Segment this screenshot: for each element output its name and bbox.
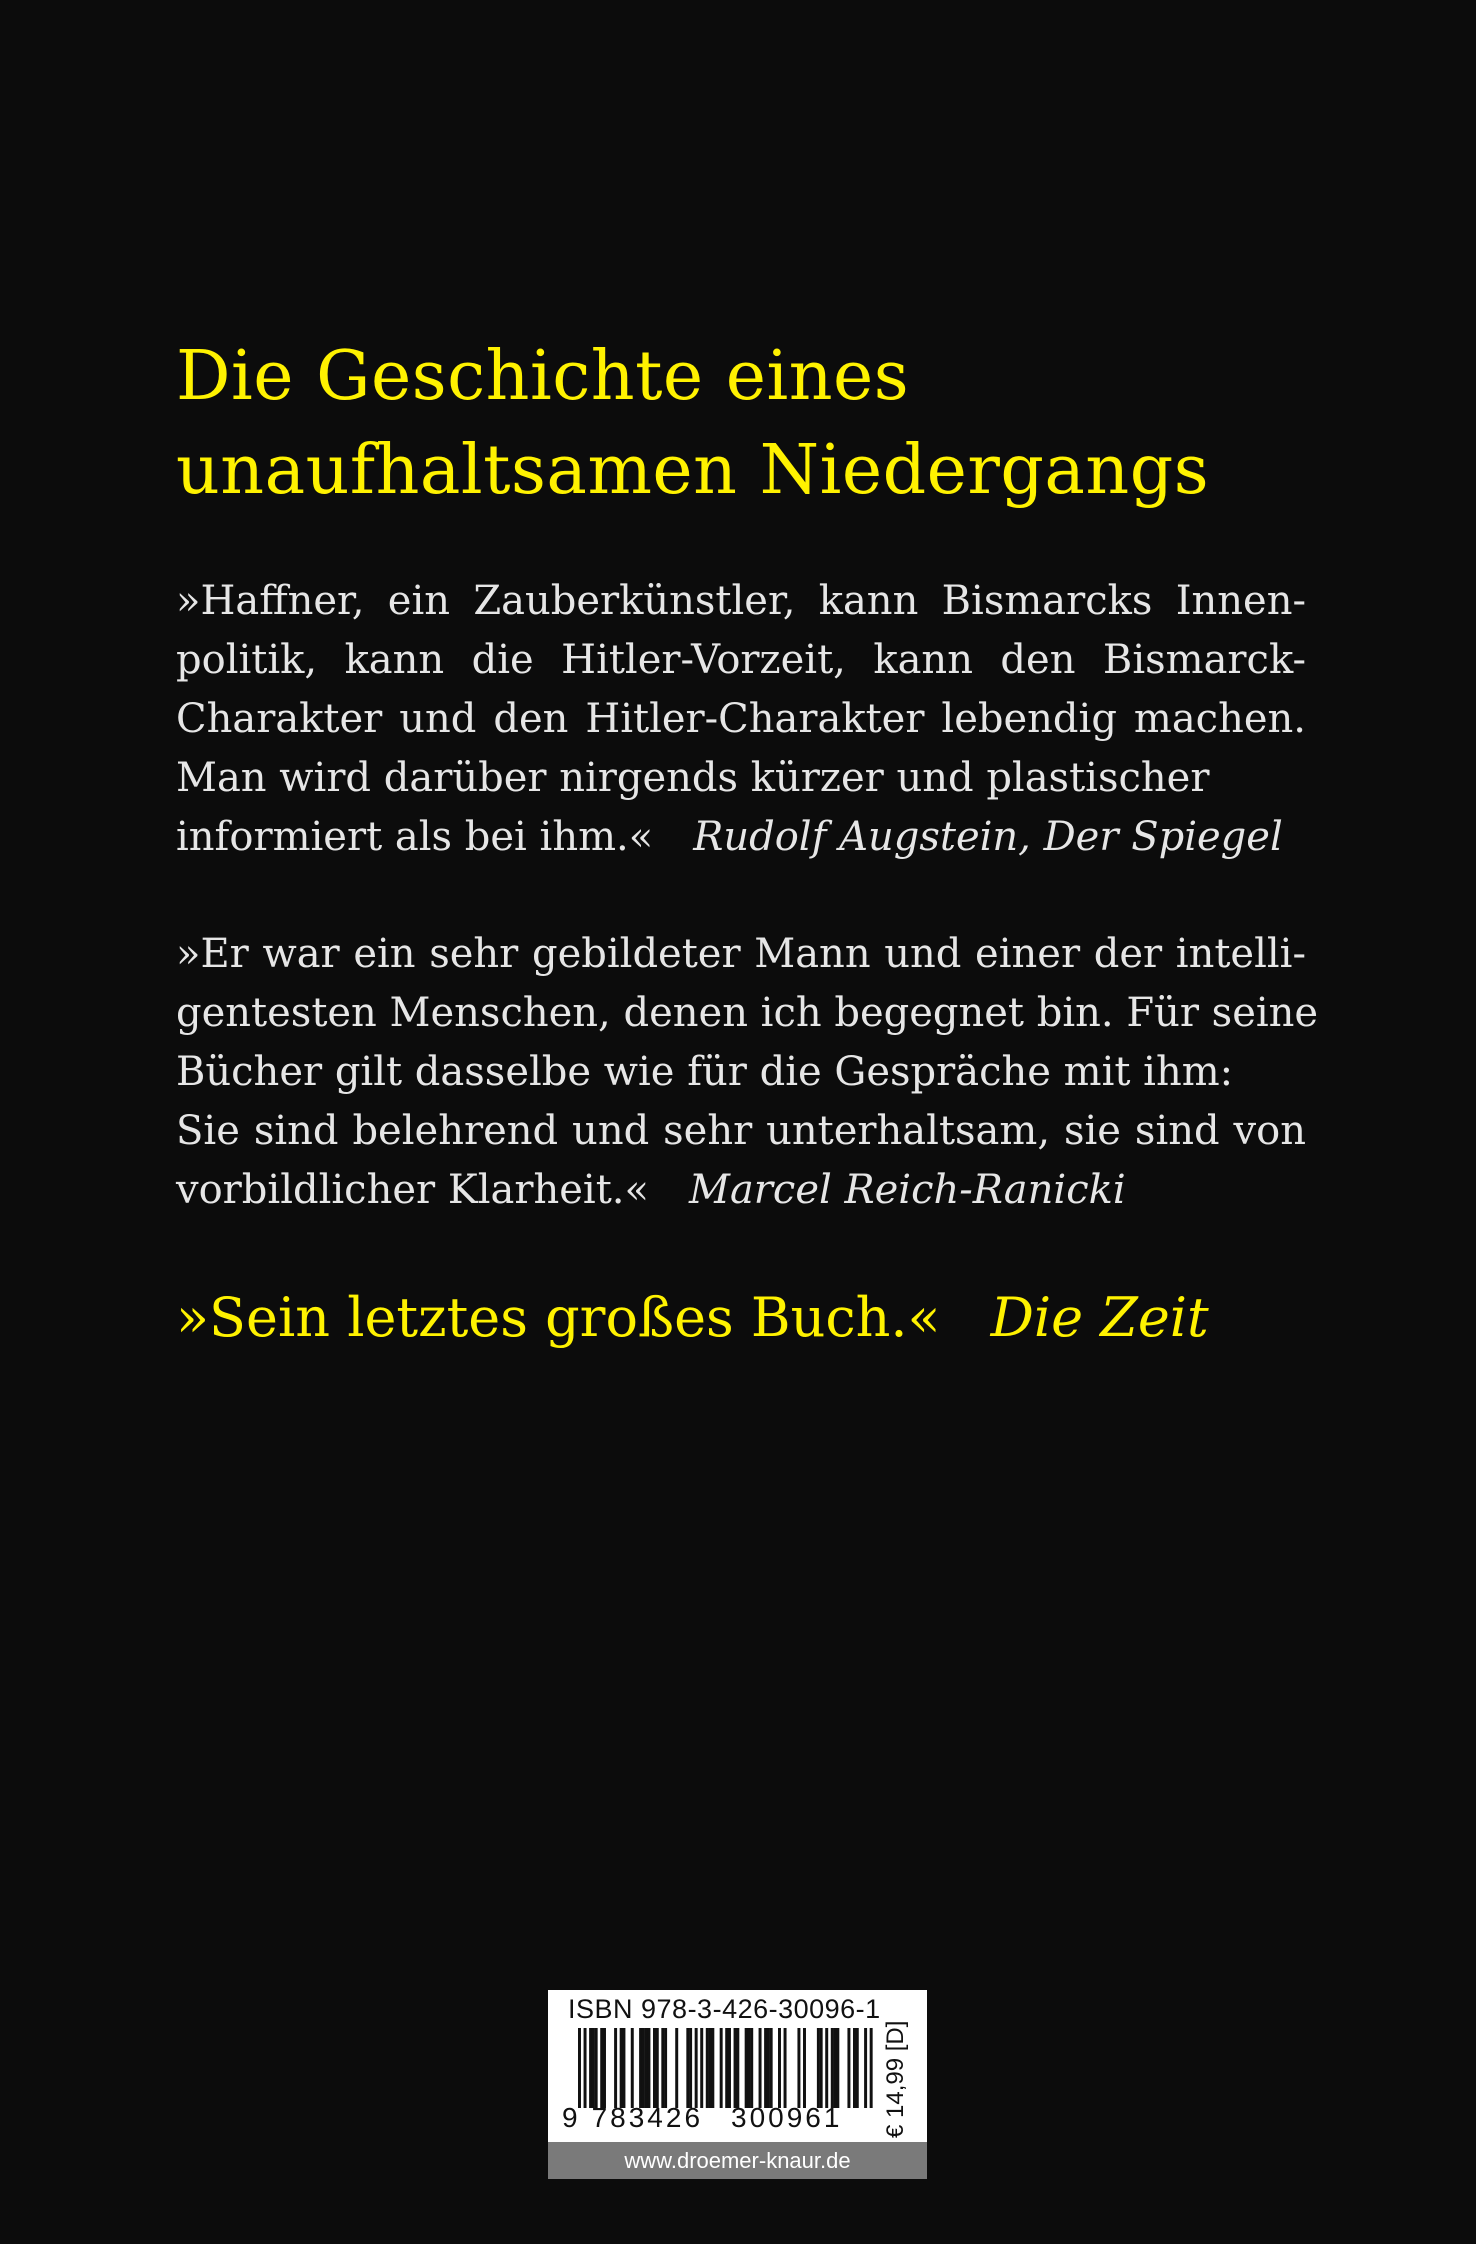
barcode-bar [734,2028,737,2108]
barcode-bar [759,2028,762,2108]
barcode-label [548,1990,927,2142]
barcode-digit-group: 300961 [731,2102,843,2133]
barcode-bar [709,2028,712,2108]
quote-last-line [176,1161,1306,1220]
tagline-attribution: Die Zeit [990,1286,1209,1349]
barcode-bar [853,2028,856,2108]
barcode-bar [689,2028,692,2108]
barcode-bar [578,2028,581,2108]
quote-attribution: Marcel Reich-Ranicki [689,1167,1126,1213]
barcode-bar [725,2028,728,2108]
barcode-bar [622,2028,625,2108]
barcode-bar [600,2028,603,2108]
headline-line: unaufhaltsamen Niedergangs [176,431,1210,510]
barcode-bar [706,2028,709,2108]
quote-attribution: Rudolf Augstein, Der Spiegel [693,814,1283,860]
barcode-bar [834,2028,837,2108]
barcode-bar [820,2028,823,2108]
headline-line: Die Geschichte eines [176,337,910,416]
publisher-url: www.droemer-knaur.de [548,2142,927,2179]
barcode-bar [728,2028,731,2108]
barcode-bar [639,2028,642,2108]
barcode-bar [661,2028,664,2108]
barcode-bar [797,2028,800,2108]
tagline-text: »Sein letztes großes Buch.« [176,1286,941,1349]
quote-line: politik, kann die Hitler-Vorzeit, kann den Bismarck- [176,637,1306,683]
barcode-bar [589,2028,592,2108]
barcode-bars [578,2028,878,2108]
headline [176,330,1356,518]
quote-last-line [176,808,1306,867]
barcode-bar [614,2028,617,2108]
barcode-bar [836,2028,839,2108]
quote-line: gentesten Menschen, denen ich begegnet bin. Für seine [176,990,1319,1036]
barcode-bar [750,2028,753,2108]
barcode-bar [645,2028,648,2108]
barcode-bar [686,2028,689,2108]
barcode-digit-group: 783426 [591,2102,704,2133]
barcode-bar [695,2028,698,2108]
barcode-bar [747,2028,750,2108]
quote-line: »Haffner, ein Zauberkünstler, kann Bismarcks Innen- [176,578,1306,624]
quote-line: Man wird darüber nirgends kürzer und plastischer [176,755,1210,801]
tagline [176,1282,1209,1354]
barcode-bar [778,2028,781,2108]
barcode-bar [720,2028,723,2108]
barcode-bar [817,2028,820,2108]
barcode-bar [736,2028,739,2108]
barcode-bar [584,2028,587,2108]
barcode-bar [864,2028,867,2108]
barcode-bar [647,2028,650,2108]
barcode-bar [620,2028,623,2108]
quote-line: informiert als bei ihm.« [176,814,654,860]
barcode-bar [700,2028,703,2108]
barcode-bar [592,2028,595,2108]
barcode-bar [675,2028,678,2108]
barcode-bar [745,2028,748,2108]
quote-reich-ranicki [176,925,1319,1220]
quote-augstein [176,572,1306,867]
isbn-text: ISBN 978-3-426-30096-1 [568,1994,881,2024]
barcode-digits [562,2102,842,2134]
barcode-bar [870,2028,873,2108]
barcode-bar [595,2028,598,2108]
barcode-bar [767,2028,770,2108]
barcode-bar [642,2028,645,2108]
quote-line: Sie sind belehrend und sehr unterhaltsam, sie sind von [176,1108,1306,1154]
barcode-bar [603,2028,606,2108]
quote-line: Bücher gilt dasselbe wie für die Gespräche mit ihm: [176,1049,1234,1095]
barcode-bar [656,2028,659,2108]
barcode-bar [711,2028,714,2108]
barcode-bar [803,2028,806,2108]
barcode-bar [764,2028,767,2108]
barcode-bar [631,2028,634,2108]
barcode-bar [770,2028,773,2108]
barcode-bar [664,2028,667,2108]
barcode-bar [847,2028,850,2108]
barcode-bar [653,2028,656,2108]
quote-line: vorbildlicher Klarheit.« [176,1167,649,1213]
quote-line: Charakter und den Hitler-Charakter lebendig machen. [176,696,1306,742]
barcode-bar [831,2028,834,2108]
barcode-bar [825,2028,828,2108]
barcode-digit-group: 9 [562,2102,578,2133]
barcode-bar [784,2028,787,2108]
quote-line: »Er war ein sehr gebildeter Mann und einer der intelli- [176,931,1306,977]
barcode-bar [856,2028,859,2108]
price-label: € 14,99 [D] [882,2020,909,2138]
